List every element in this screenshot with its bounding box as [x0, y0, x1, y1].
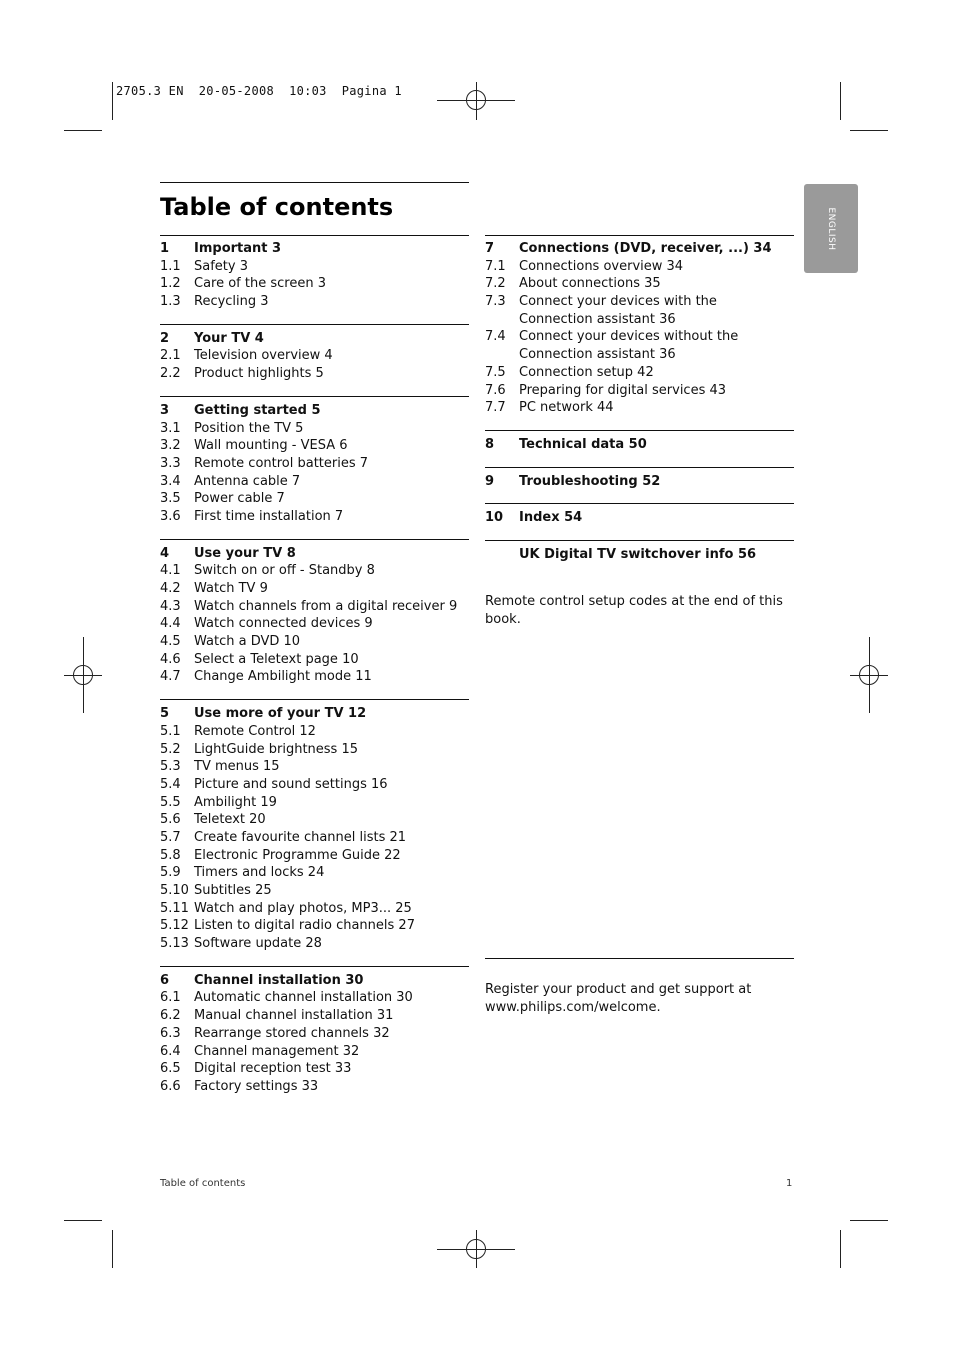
toc-entry: 4.5 Watch a DVD 10: [160, 634, 301, 650]
toc-entry: 5.11 Watch and play photos, MP3... 25: [160, 900, 412, 916]
toc-chapter: UK Digital TV switchover info 56: [519, 546, 757, 562]
toc-section: [160, 324, 469, 383]
toc-entry: 5.3 TV menus 15: [160, 759, 280, 775]
toc-section: [160, 966, 469, 1096]
toc-entry: 3.1 Position the TV 5: [160, 420, 304, 436]
register-note: Register your product and get support at www.philips.com/welcome.: [485, 982, 752, 1015]
toc-chapter: 9 Troubleshooting 52: [485, 473, 661, 489]
toc-entry: 7.5 Connection setup 42: [485, 364, 654, 380]
toc-section: [485, 240, 794, 417]
crop-mark: [112, 1230, 113, 1268]
toc-entry: 3.3 Remote control batteries 7: [160, 455, 369, 471]
toc-chapter: 6 Channel installation 30: [160, 972, 364, 988]
toc-entry: 7.1 Connections overview 34: [485, 258, 684, 274]
footer-section-title: Table of contents: [160, 1178, 246, 1189]
toc-entry: 4.6 Select a Teletext page 10: [160, 651, 359, 667]
crop-mark: [64, 130, 102, 131]
crop-mark: [850, 1220, 888, 1221]
toc-entry: 5.5 Ambilight 19: [160, 794, 277, 810]
toc-entry: Connection assistant 36: [519, 311, 676, 327]
toc-entry: 7.3 Connect your devices with the: [485, 294, 717, 310]
toc-section: [160, 539, 469, 687]
crop-mark: [850, 130, 888, 131]
toc-chapter: 4 Use your TV 8: [160, 545, 296, 561]
toc-entry: 5.13 Software update 28: [160, 936, 322, 952]
toc-entry: 4.1 Switch on or off - Standby 8: [160, 563, 375, 579]
toc-entry: 2.2 Product highlights 5: [160, 366, 324, 382]
toc-entry: 4.3 Watch channels from a digital receiver 9: [160, 598, 458, 614]
toc-entry: 3.6 First time installation 7: [160, 508, 344, 524]
language-tab: ENGLISH: [804, 184, 858, 273]
toc-section: [485, 430, 794, 454]
toc-entry: 7.7 PC network 44: [485, 400, 614, 416]
toc-entry: 4.7 Change Ambilight mode 11: [160, 669, 372, 685]
toc-entry: 5.2 LightGuide brightness 15: [160, 741, 359, 757]
toc-section: [160, 240, 469, 311]
toc-entry: 5.1 Remote Control 12: [160, 723, 316, 739]
toc-entry: 5.8 Electronic Programme Guide 22: [160, 847, 401, 863]
toc-chapter: 7 Connections (DVD, receiver, ...) 34: [485, 241, 772, 256]
toc-section: [160, 699, 469, 953]
toc-section: [485, 503, 794, 527]
toc-entry: 5.4 Picture and sound settings 16: [160, 776, 388, 792]
toc-left-column: [160, 235, 469, 1096]
toc-entry: 5.6 Teletext 20: [160, 812, 266, 828]
toc-section: [485, 467, 794, 491]
toc-chapter: 3 Getting started 5: [160, 402, 321, 418]
toc-entry: 5.12 Listen to digital radio channels 27: [160, 918, 415, 934]
toc-entry: 5.9 Timers and locks 24: [160, 865, 325, 881]
page-title: Table of contents: [160, 193, 394, 221]
toc-entry: 3.5 Power cable 7: [160, 491, 285, 507]
toc-entry: 5.7 Create favourite channel lists 21: [160, 829, 407, 845]
toc-entry: 1.2 Care of the screen 3: [160, 276, 326, 292]
toc-entry: 6.3 Rearrange stored channels 32: [160, 1025, 390, 1041]
toc-entry: 5.10 Subtitles 25: [160, 883, 272, 898]
toc-entry: 1.3 Recycling 3: [160, 294, 269, 310]
register-rule: [485, 958, 794, 959]
toc-entry: 4.2 Watch TV 9: [160, 581, 268, 596]
toc-entry: 3.4 Antenna cable 7: [160, 473, 301, 489]
toc-entry: Connection assistant 36: [519, 347, 676, 363]
page-number: 1: [786, 1178, 793, 1189]
remote-codes-note: Remote control setup codes at the end of this book.: [485, 594, 783, 627]
toc-entry: 3.2 Wall mounting - VESA 6: [160, 438, 348, 454]
crop-mark: [840, 82, 841, 120]
toc-entry: 6.1 Automatic channel installation 30: [160, 990, 413, 1006]
toc-chapter: 2 Your TV 4: [160, 330, 264, 346]
toc-chapter: 5 Use more of your TV 12: [160, 706, 367, 722]
crop-mark: [840, 1230, 841, 1268]
toc-section: [485, 540, 794, 564]
toc-entry: 6.5 Digital reception test 33: [160, 1061, 352, 1077]
toc-entry: 7.4 Connect your devices without the: [485, 329, 739, 345]
toc-chapter: 8 Technical data 50: [485, 436, 647, 452]
crop-mark: [112, 82, 113, 120]
toc-chapter: 1 Important 3: [160, 241, 282, 256]
toc-entry: 2.1 Television overview 4: [160, 348, 333, 364]
toc-entry: 4.4 Watch connected devices 9: [160, 616, 373, 632]
toc-entry: 7.6 Preparing for digital services 43: [485, 382, 727, 398]
toc-right-column: [485, 235, 794, 564]
toc-chapter: 10 Index 54: [485, 510, 583, 526]
toc-entry: 1.1 Safety 3: [160, 258, 248, 274]
toc-section: [160, 396, 469, 526]
print-slug: 2705.3 EN 20-05-2008 10:03 Pagina 1: [116, 84, 402, 98]
title-rule: [160, 182, 469, 183]
toc-entry: 6.2 Manual channel installation 31: [160, 1008, 394, 1024]
toc-entry: 6.6 Factory settings 33: [160, 1078, 319, 1094]
toc-entry: 6.4 Channel management 32: [160, 1043, 360, 1059]
crop-mark: [64, 1220, 102, 1221]
toc-entry: 7.2 About connections 35: [485, 276, 661, 292]
